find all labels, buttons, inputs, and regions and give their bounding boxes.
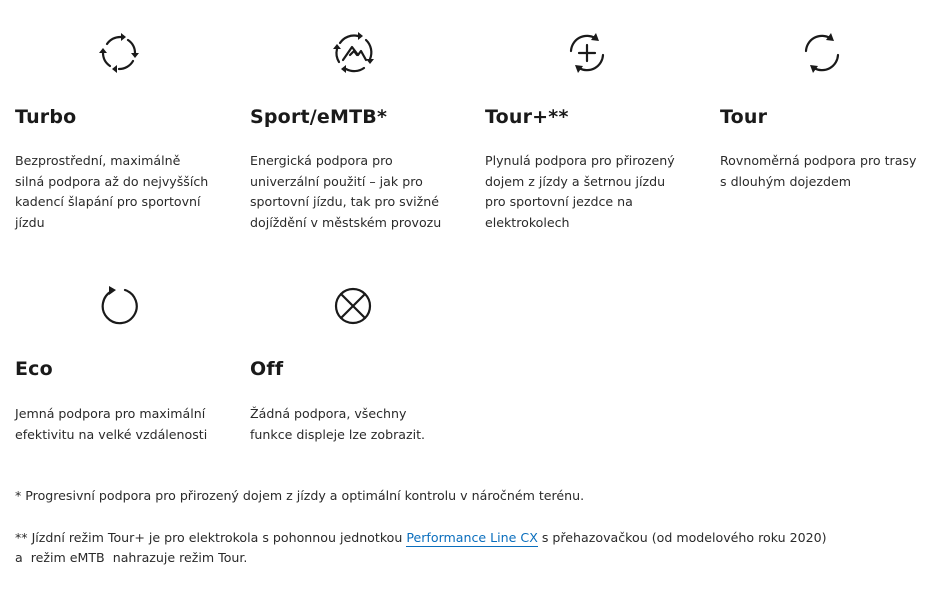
mode-description: [485, 151, 675, 233]
description-line: pro sportovní jezdce na: [485, 194, 633, 209]
off-mode-icon: [327, 280, 379, 332]
mode-title: Tour: [720, 106, 768, 128]
mode-title: Sport/eMTB*: [250, 106, 388, 128]
description-line: funkce displeje lze zobrazit.: [250, 426, 426, 442]
description-line: kadencí šlapání pro sportovní: [15, 194, 201, 209]
description-line: sportovní jízdu, tak pro svižné: [250, 194, 440, 209]
mode-title: Tour+**: [485, 106, 569, 128]
description-line: univerzální použití – jak pro: [250, 173, 423, 189]
description-line: elektrokolech: [485, 214, 570, 230]
tour-mode-icon: [796, 27, 848, 79]
description-line: s dlouhým dojezdem: [720, 173, 852, 189]
performance-line-cx-link[interactable]: Performance Line CX: [406, 530, 538, 545]
description-line: dojem z jízdy a šetrnou jízdu: [485, 173, 666, 189]
mode-description: [15, 151, 208, 233]
description-line: Žádná podpora, všechny: [250, 406, 407, 421]
mode-description: [250, 151, 441, 233]
description-line: Bezprostřední, maximálně: [15, 153, 181, 168]
turbo-mode-icon: [93, 27, 145, 79]
description-line: Jemná podpora pro maximální: [15, 406, 206, 421]
description-line: Rovnoměrná podpora pro trasy: [720, 153, 917, 168]
footnote-progressive: * Progresivní podpora pro přirozený dojem z jízdy a optimální kontrolu v náročném terénu.: [15, 488, 585, 503]
mode-title: Off: [250, 358, 284, 380]
mode-title: Turbo: [15, 106, 77, 128]
mode-title: Eco: [15, 358, 53, 380]
description-line: Plynulá podpora pro přirozený: [485, 153, 675, 168]
description-line: efektivitu na velké vzdálenosti: [15, 426, 208, 442]
mode-description: [720, 151, 916, 192]
footnote-tour-plus: [15, 528, 827, 549]
description-line: dojíždění v městském provozu: [250, 214, 442, 230]
tour-plus-mode-icon: [561, 27, 613, 79]
sport-emtb-mode-icon: [328, 27, 380, 79]
description-line: jízdu: [15, 214, 45, 230]
footnote-emtb: a režim eMTB nahrazuje režim Tour.: [15, 550, 248, 565]
mode-description: [250, 404, 425, 445]
footnote-text: ** Jízdní režim Tour+ je pro elektrokola s pohonnou jednotkou: [15, 530, 407, 545]
eco-mode-icon: [93, 280, 145, 332]
footnote-text: s přehazovačkou (od modelového roku 2020): [537, 530, 827, 545]
description-line: silná podpora až do nejvyšších: [15, 173, 209, 189]
description-line: Energická podpora pro: [250, 153, 393, 168]
mode-description: [15, 404, 207, 445]
